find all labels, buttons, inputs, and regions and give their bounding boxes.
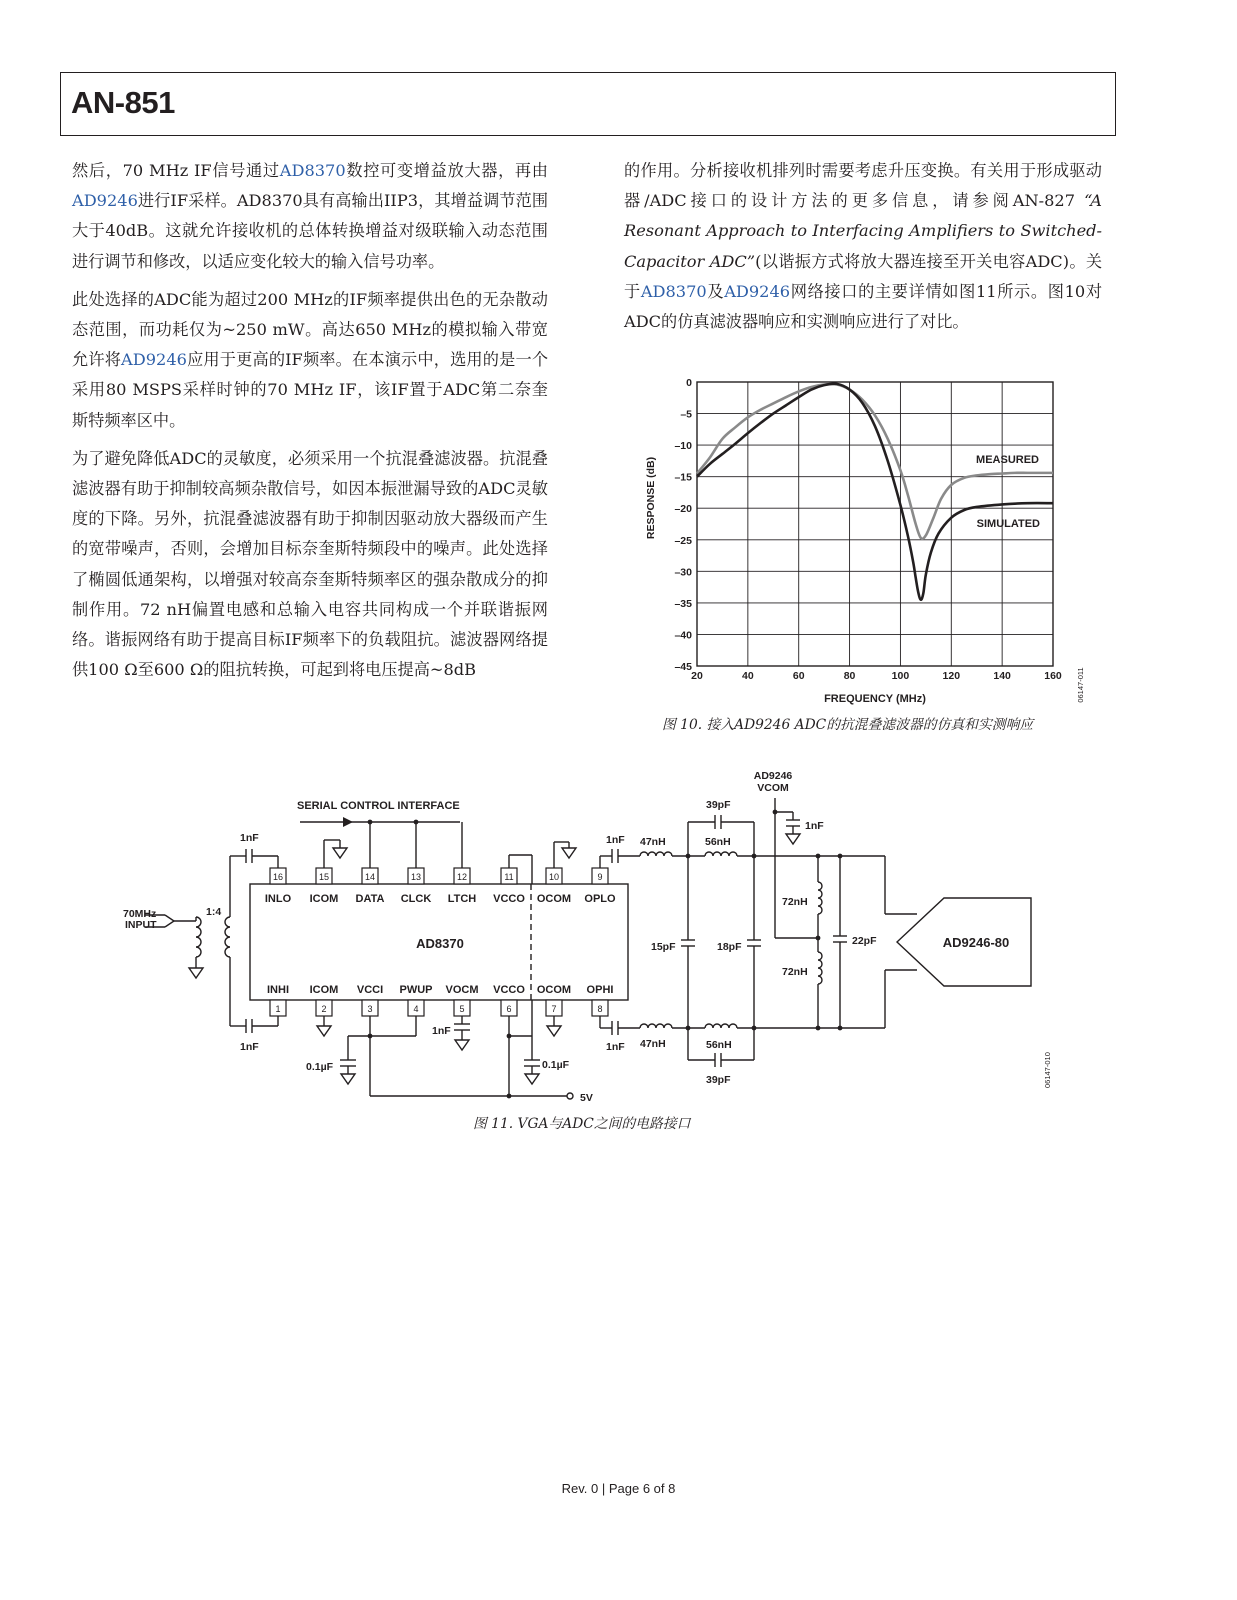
pin-name: VCCO <box>493 893 525 905</box>
c39-bot-label: 39pF <box>706 1074 731 1086</box>
text-span: 数控可变增益放大器，再由 <box>345 161 548 180</box>
l56-top-label: 56nH <box>705 836 731 848</box>
y-tick-label: –40 <box>674 629 692 642</box>
inductor-72nh-bottom <box>818 952 822 984</box>
y-tick-label: –45 <box>674 661 692 673</box>
pin-name: OPLO <box>584 893 616 905</box>
text-span: 的作用。分析接收机排列时需要考虑升压变换。有关用于形成驱动器/ADC接口的设计方法的更多信息，请参阅AN-827 <box>624 161 1102 211</box>
inductor-56nh-top <box>705 852 737 856</box>
pin-name: VCCI <box>356 984 384 996</box>
text-span: 进行IF采样。AD8370具有高输出IIP3，其增益调节范围大于40dB。这就允许接收机的总体转换增益对级联输入动态范围进行调节和修改，以适应变化较大的输入信号功率。 <box>72 191 548 271</box>
pin-number: 4 <box>413 1004 419 1014</box>
input-label-2: INPUT <box>125 919 157 931</box>
c-out-bot-label: 1nF <box>606 1041 625 1053</box>
vcom-label-1: AD9246 <box>753 770 793 782</box>
pin-number: 11 <box>504 872 514 882</box>
c-vcom-label: 1nF <box>805 820 824 832</box>
link-ad9246[interactable]: AD9246 <box>724 281 791 301</box>
x-tick-label: 160 <box>1044 670 1062 682</box>
pin-name: VOCM <box>445 984 479 996</box>
c15-label: 15pF <box>651 941 676 953</box>
reference-title: “A Resonant Approach to Interfacing Amplifiers to Switched-Capacitor ADC” <box>624 191 1102 271</box>
arrowhead <box>343 817 353 827</box>
paragraph-2 <box>72 285 548 436</box>
figure-code: 06147-011 <box>1076 667 1085 703</box>
pin-name: INLO <box>264 893 292 905</box>
ground-icon <box>786 834 800 844</box>
legend-measured: MEASURED <box>976 454 1039 466</box>
pin-name: CLCK <box>400 893 432 905</box>
ground-icon <box>547 1026 561 1036</box>
x-tick-label: 120 <box>942 670 961 682</box>
amp-name: AD8370 <box>416 936 464 951</box>
text-span: 为了避免降低ADC的灵敏度，必须采用一个抗混叠滤波器。抗混叠滤波器有助于抑制较高频杂散信号，如因本振泄漏导致的ADC灵敏度的下降。另外，抗混叠滤波器有助于抑制因驱动放大器级而产生的宽带噪声，否则，会增加目标奈奎斯特频段中的噪声。此处选择了椭圆低通架构，以增强对较高奈奎斯特频率区的强杂散成分的抑制作用。72 nH偏置电感和总输入电容共同构成一个并联谐振网络。谐振网络有助于提高目标IF频率下的负载阻抗。滤波器网络提供100 Ω至600 Ω的阻抗转换，可起到将电压提高~8dB <box>72 448 548 680</box>
text-span: 应用于更高的IF频率。在本演示中，选用的是一个采用80 MSPS采样时钟的70 MHz IF，该IF置于ADC第二奈奎斯特频率区中。 <box>72 350 549 430</box>
c-in-bot-label: 1nF <box>240 1041 259 1053</box>
right-column <box>624 156 1102 345</box>
y-tick-label: –10 <box>674 440 692 453</box>
pin-name: DATA <box>355 893 385 905</box>
c39-top-label: 39pF <box>706 799 731 811</box>
figure11-code: 06147-010 <box>1043 1052 1052 1088</box>
pin-number: 16 <box>272 872 284 882</box>
adc-name: AD9246-80 <box>942 935 1010 950</box>
y-tick-label: –20 <box>674 503 692 516</box>
l72-bot-label: 72nH <box>782 966 808 978</box>
pin-number: 14 <box>364 872 376 882</box>
legend-simulated: SIMULATED <box>976 518 1040 530</box>
paragraph-4 <box>624 156 1102 337</box>
figure10-caption: 图 10. 接入AD9246 ADC的抗混叠滤波器的仿真和实测响应 <box>662 717 1034 733</box>
c-out-top-label: 1nF <box>606 834 625 846</box>
pin-number: 13 <box>410 872 422 882</box>
transformer-secondary <box>225 917 230 957</box>
ground-icon <box>562 848 576 858</box>
pin-number: 1 <box>275 1004 281 1014</box>
y-tick-label: –5 <box>680 408 692 421</box>
x-tick-label: 60 <box>792 670 805 682</box>
supply-label: 5V <box>580 1092 593 1104</box>
l47-top-label: 47nH <box>640 836 666 848</box>
ground-icon <box>341 1074 355 1084</box>
inductor-56nh-bottom <box>705 1024 737 1028</box>
paragraph-1 <box>72 156 548 277</box>
pin-name: OPHI <box>586 984 614 996</box>
x-tick-label: 140 <box>993 670 1011 682</box>
c18-label: 18pF <box>717 941 742 953</box>
c-pin6-label: 0.1µF <box>542 1059 570 1071</box>
link-ad8370[interactable]: AD8370 <box>640 281 707 301</box>
inductor-47nh-bottom <box>640 1024 672 1028</box>
transformer-ratio: 1:4 <box>206 906 222 918</box>
link-ad9246[interactable]: AD9246 <box>72 191 138 211</box>
left-column <box>72 156 548 693</box>
x-tick-label: 80 <box>843 670 856 682</box>
pin-number: 9 <box>597 872 603 882</box>
l47-bot-label: 47nH <box>640 1038 666 1050</box>
inductor-72nh-top <box>818 882 822 914</box>
x-tick-label: 20 <box>691 670 703 682</box>
figure11-caption: 图 11. VGA与ADC之间的电路接口 <box>473 1116 691 1132</box>
pin-number: 3 <box>367 1004 373 1014</box>
page-footer: Rev. 0 | Page 6 of 8 <box>561 1481 676 1496</box>
c-pin3-label: 0.1µF <box>306 1061 334 1073</box>
l56-bot-label: 56nH <box>706 1039 732 1051</box>
text-span: 然后，70 MHz IF信号通过 <box>72 161 280 180</box>
paragraph-3 <box>72 444 548 686</box>
pin-name: INHI <box>267 984 289 996</box>
ground-icon <box>317 1026 331 1036</box>
supply-node <box>567 1093 573 1099</box>
c22-label: 22pF <box>852 935 877 947</box>
pin-name: ICOM <box>309 984 339 996</box>
ground-icon <box>333 848 347 858</box>
pin-number: 15 <box>318 872 330 882</box>
pin-number: 5 <box>459 1004 465 1014</box>
pin-name: ICOM <box>309 893 339 905</box>
y-tick-label: –35 <box>674 597 692 610</box>
ground-icon <box>525 1074 539 1084</box>
pin-number: 6 <box>506 1004 512 1014</box>
pin-name: LTCH <box>447 893 477 905</box>
pin-name: OCOM <box>536 984 572 996</box>
pin-number: 2 <box>321 1004 327 1014</box>
link-ad9246[interactable]: AD9246 <box>121 350 187 370</box>
bus-drops <box>368 820 462 868</box>
inductor-47nh-top <box>640 852 672 856</box>
ground-icon <box>455 1040 469 1050</box>
pin-number: 10 <box>548 872 560 882</box>
x-tick-label: 100 <box>891 670 910 682</box>
y-tick-label: –30 <box>674 566 692 579</box>
text-span: (以谐振方式将放大器连接至开关电容ADC)。关于 <box>624 251 1102 301</box>
text-span: 此处选择的ADC能为超过200 MHz的IF频率提供出色的无杂散动态范围，而功耗仅为~250 mW。高达650 MHz的模拟输入带宽允许将 <box>72 289 548 370</box>
pin-number: 12 <box>456 872 468 882</box>
y-tick-label: –25 <box>674 534 692 547</box>
text-span: 及 <box>706 281 725 301</box>
document-id: AN-851 <box>71 85 175 120</box>
x-axis-label: FREQUENCY (MHz) <box>824 693 926 705</box>
pin-name: PWUP <box>399 984 433 996</box>
pin-name: OCOM <box>536 893 572 905</box>
y-axis-label: RESPONSE (dB) <box>645 456 657 540</box>
serial-interface-label: SERIAL CONTROL INTERFACE <box>297 800 460 812</box>
pin-number: 8 <box>597 1004 603 1014</box>
vcom-label-2: VCOM <box>757 782 789 794</box>
link-ad8370[interactable]: AD8370 <box>279 161 346 180</box>
x-tick-label: 40 <box>742 670 754 682</box>
y-tick-label: 0 <box>686 377 692 389</box>
circuit-schematic <box>0 765 1237 1125</box>
c-pin5-label: 1nF <box>432 1025 451 1037</box>
y-tick-label: –15 <box>674 471 692 484</box>
pin-number: 7 <box>551 1004 557 1014</box>
pin-name: VCCO <box>493 984 525 996</box>
input-label: 70MHz <box>123 908 157 920</box>
chart-series <box>697 384 1053 600</box>
header-box <box>60 72 1116 136</box>
response-chart <box>630 372 1100 712</box>
ground-icon <box>189 968 203 978</box>
c-in-top-label: 1nF <box>240 832 259 844</box>
transformer-primary <box>196 917 201 957</box>
l72-top-label: 72nH <box>782 896 808 908</box>
text-span: 网络接口的主要详情如图11所示。图10对ADC的仿真滤波器响应和实测响应进行了对比。 <box>624 281 1103 332</box>
